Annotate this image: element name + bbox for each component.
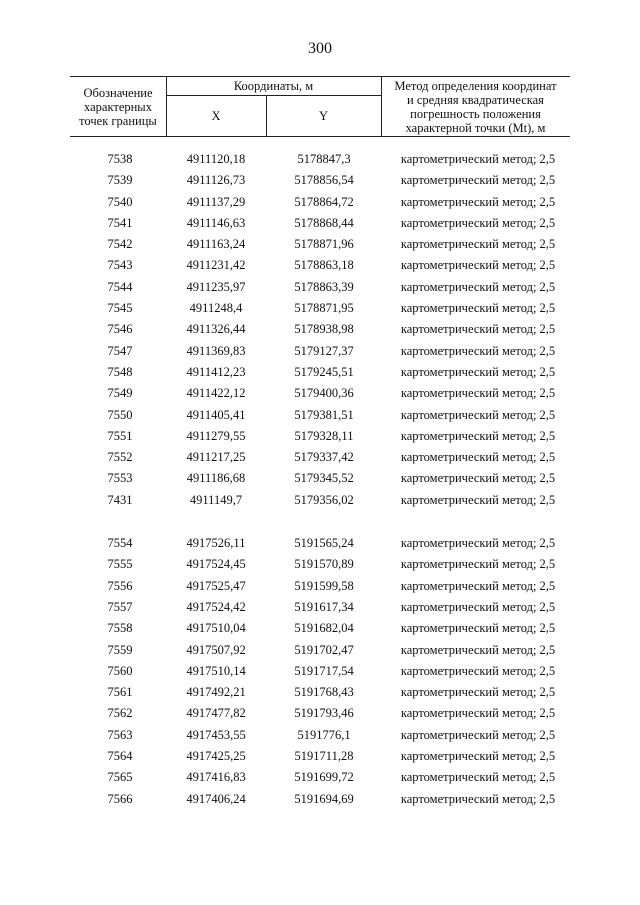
method-cell: картометрический метод; 2,5 bbox=[400, 428, 556, 443]
x-coordinate-cell: 4911231,42 bbox=[186, 258, 246, 273]
point-id-cell: 7431 bbox=[107, 492, 133, 507]
method-cell: картометрический метод; 2,5 bbox=[400, 685, 556, 700]
table-row bbox=[0, 640, 640, 661]
x-coordinate-cell: 4917477,82 bbox=[186, 706, 246, 721]
point-id-cell: 7560 bbox=[107, 663, 133, 678]
method-cell: картометрический метод; 2,5 bbox=[400, 215, 556, 230]
x-coordinate-cell: 4917416,83 bbox=[186, 770, 246, 785]
point-id-cell: 7556 bbox=[107, 578, 133, 593]
point-id-cell: 7543 bbox=[107, 258, 133, 273]
table-row bbox=[0, 277, 640, 298]
table-row bbox=[0, 255, 640, 276]
table-row bbox=[0, 149, 640, 170]
point-id-cell: 7538 bbox=[107, 152, 133, 166]
x-coordinate-cell: 4911412,23 bbox=[186, 364, 246, 379]
point-id-cell: 7557 bbox=[107, 599, 133, 614]
row-group bbox=[0, 149, 640, 511]
table-row bbox=[0, 234, 640, 255]
table-row bbox=[0, 767, 640, 788]
x-coordinate-cell: 4911186,68 bbox=[186, 471, 246, 486]
table-row bbox=[0, 682, 640, 703]
point-id-cell: 7545 bbox=[107, 301, 133, 316]
point-id-cell: 7552 bbox=[107, 450, 133, 465]
table-row bbox=[0, 341, 640, 362]
point-id-cell: 7565 bbox=[107, 770, 133, 785]
y-coordinate-cell: 5179356,02 bbox=[294, 492, 354, 507]
method-cell: картометрический метод; 2,5 bbox=[400, 173, 556, 188]
point-id-cell: 7561 bbox=[107, 685, 133, 700]
method-cell: картометрический метод; 2,5 bbox=[400, 237, 556, 252]
x-coordinate-cell: 4917492,21 bbox=[186, 685, 246, 700]
x-coordinate-cell: 4917524,42 bbox=[186, 599, 246, 614]
coords-sub-rule bbox=[166, 95, 381, 96]
x-coordinate-cell: 4917406,24 bbox=[186, 791, 246, 806]
point-id-cell: 7562 bbox=[107, 706, 133, 721]
x-coordinate-cell: 4911326,44 bbox=[186, 322, 246, 337]
y-coordinate-cell: 5191570,89 bbox=[294, 557, 354, 572]
x-coordinate-cell: 4917453,55 bbox=[186, 727, 246, 742]
y-coordinate-cell: 5179400,36 bbox=[294, 386, 354, 401]
y-coordinate-cell: 5178871,96 bbox=[294, 237, 354, 252]
y-coordinate-cell: 5191617,34 bbox=[294, 599, 354, 614]
method-cell: картометрический метод; 2,5 bbox=[400, 557, 556, 572]
y-coordinate-cell: 5191565,24 bbox=[294, 536, 354, 551]
y-coordinate-cell: 5179328,11 bbox=[294, 428, 354, 443]
x-coordinate-cell: 4917510,04 bbox=[186, 621, 246, 636]
method-cell: картометрический метод; 2,5 bbox=[400, 599, 556, 614]
point-id-cell: 7541 bbox=[107, 215, 133, 230]
method-cell: картометрический метод; 2,5 bbox=[400, 536, 556, 551]
x-coordinate-cell: 4911422,12 bbox=[186, 386, 246, 401]
y-coordinate-cell: 5179345,52 bbox=[294, 471, 354, 486]
method-cell: картометрический метод; 2,5 bbox=[400, 642, 556, 657]
point-id-cell: 7542 bbox=[107, 237, 133, 252]
y-coordinate-cell: 5178856,54 bbox=[294, 173, 354, 188]
point-id-cell: 7555 bbox=[107, 557, 133, 572]
y-coordinate-cell: 5179245,51 bbox=[294, 364, 354, 379]
x-coordinate-cell: 4917525,47 bbox=[186, 578, 246, 593]
table-row bbox=[0, 533, 640, 554]
table-row bbox=[0, 576, 640, 597]
method-cell: картометрический метод; 2,5 bbox=[400, 578, 556, 593]
group-gap bbox=[0, 511, 640, 533]
table-row bbox=[0, 661, 640, 682]
y-coordinate-cell: 5191682,04 bbox=[294, 621, 354, 636]
x-coordinate-cell: 4911248,4 bbox=[189, 301, 243, 316]
y-coordinate-cell: 5191711,28 bbox=[294, 749, 354, 764]
point-column-header: Обозначение характерных точек границы bbox=[79, 86, 157, 128]
x-coordinate-cell: 4911149,7 bbox=[189, 492, 243, 507]
y-coordinate-cell: 5191699,72 bbox=[294, 770, 354, 785]
table-row bbox=[0, 192, 640, 213]
method-cell: картометрический метод; 2,5 bbox=[400, 407, 556, 422]
y-coordinate-cell: 5191793,46 bbox=[294, 706, 354, 721]
x-coordinate-cell: 4917526,11 bbox=[186, 536, 246, 551]
table-row bbox=[0, 319, 640, 340]
method-cell: картометрический метод; 2,5 bbox=[400, 364, 556, 379]
header-top-rule bbox=[70, 76, 570, 77]
point-id-cell: 7566 bbox=[107, 791, 133, 806]
method-cell: картометрический метод; 2,5 bbox=[400, 258, 556, 273]
x-column-header: X bbox=[211, 109, 221, 123]
table-body bbox=[0, 149, 640, 810]
method-cell: картометрический метод; 2,5 bbox=[400, 471, 556, 486]
point-id-cell: 7546 bbox=[107, 322, 133, 337]
y-coordinate-cell: 5178938,98 bbox=[294, 322, 354, 337]
point-id-cell: 7550 bbox=[107, 407, 133, 422]
x-coordinate-cell: 4911146,63 bbox=[186, 215, 246, 230]
method-cell: картометрический метод; 2,5 bbox=[400, 706, 556, 721]
x-coordinate-cell: 4917507,92 bbox=[186, 642, 246, 657]
point-id-cell: 7547 bbox=[107, 343, 133, 358]
point-id-cell: 7558 bbox=[107, 621, 133, 636]
table-row bbox=[0, 362, 640, 383]
table-row bbox=[0, 298, 640, 319]
table-row bbox=[0, 426, 640, 447]
x-coordinate-cell: 4911120,18 bbox=[186, 152, 246, 166]
x-coordinate-cell: 4917425,25 bbox=[186, 749, 246, 764]
y-coordinate-cell: 5178871,95 bbox=[294, 301, 354, 316]
point-id-cell: 7553 bbox=[107, 471, 133, 486]
y-coordinate-cell: 5179337,42 bbox=[294, 450, 354, 465]
x-coordinate-cell: 4911217,25 bbox=[186, 450, 246, 465]
method-cell: картометрический метод; 2,5 bbox=[400, 749, 556, 764]
table-row bbox=[0, 725, 640, 746]
table-row bbox=[0, 618, 640, 639]
x-coordinate-cell: 4911126,73 bbox=[186, 173, 246, 188]
y-coordinate-cell: 5178847,3 bbox=[297, 152, 351, 166]
method-cell: картометрический метод; 2,5 bbox=[400, 194, 556, 209]
x-coordinate-cell: 4917524,45 bbox=[186, 557, 246, 572]
x-coordinate-cell: 4911405,41 bbox=[186, 407, 246, 422]
table-row bbox=[0, 468, 640, 489]
table-row bbox=[0, 703, 640, 724]
method-cell: картометрический метод; 2,5 bbox=[400, 279, 556, 294]
table-row bbox=[0, 746, 640, 767]
y-coordinate-cell: 5178863,39 bbox=[294, 279, 354, 294]
x-coordinate-cell: 4911163,24 bbox=[186, 237, 246, 252]
table-row bbox=[0, 383, 640, 404]
point-id-cell: 7548 bbox=[107, 364, 133, 379]
method-cell: картометрический метод; 2,5 bbox=[400, 770, 556, 785]
table-row bbox=[0, 405, 640, 426]
y-coordinate-cell: 5191776,1 bbox=[297, 727, 351, 742]
table-row bbox=[0, 789, 640, 810]
x-coordinate-cell: 4911279,55 bbox=[186, 428, 246, 443]
method-cell: картометрический метод; 2,5 bbox=[400, 322, 556, 337]
row-group bbox=[0, 533, 640, 810]
method-cell: картометрический метод; 2,5 bbox=[400, 727, 556, 742]
y-coordinate-cell: 5178864,72 bbox=[294, 194, 354, 209]
point-id-cell: 7544 bbox=[107, 279, 133, 294]
point-id-cell: 7540 bbox=[107, 194, 133, 209]
y-coordinate-cell: 5178863,18 bbox=[294, 258, 354, 273]
point-id-cell: 7564 bbox=[107, 749, 133, 764]
y-coordinate-cell: 5191694,69 bbox=[294, 791, 354, 806]
x-coordinate-cell: 4911235,97 bbox=[186, 279, 246, 294]
method-cell: картометрический метод; 2,5 bbox=[400, 621, 556, 636]
table-row bbox=[0, 170, 640, 191]
y-coordinate-cell: 5191717,54 bbox=[294, 663, 354, 678]
y-column-header: Y bbox=[318, 109, 329, 123]
method-cell: картометрический метод; 2,5 bbox=[400, 301, 556, 316]
table-row bbox=[0, 554, 640, 575]
point-id-cell: 7539 bbox=[107, 173, 133, 188]
table-row bbox=[0, 447, 640, 468]
method-cell: картометрический метод; 2,5 bbox=[400, 450, 556, 465]
method-column-header: Метод определения координат и средняя квадратическая погрешность положения характерной точки (Mt), м bbox=[394, 79, 557, 135]
y-coordinate-cell: 5179127,37 bbox=[294, 343, 354, 358]
x-coordinate-cell: 4911369,83 bbox=[186, 343, 246, 358]
method-cell: картометрический метод; 2,5 bbox=[400, 663, 556, 678]
point-id-cell: 7559 bbox=[107, 642, 133, 657]
x-coordinate-cell: 4911137,29 bbox=[186, 194, 246, 209]
table-row bbox=[0, 597, 640, 618]
x-coordinate-cell: 4917510,14 bbox=[186, 663, 246, 678]
method-cell: картометрический метод; 2,5 bbox=[400, 152, 556, 166]
header-bottom-rule bbox=[70, 136, 570, 137]
y-coordinate-cell: 5191702,47 bbox=[294, 642, 354, 657]
point-id-cell: 7563 bbox=[107, 727, 133, 742]
point-id-cell: 7554 bbox=[107, 536, 133, 551]
point-id-cell: 7549 bbox=[107, 386, 133, 401]
method-cell: картометрический метод; 2,5 bbox=[400, 791, 556, 806]
y-coordinate-cell: 5191599,58 bbox=[294, 578, 354, 593]
point-id-cell: 7551 bbox=[107, 428, 133, 443]
coords-column-header: Координаты, м bbox=[233, 79, 314, 93]
table-row bbox=[0, 490, 640, 511]
method-cell: картометрический метод; 2,5 bbox=[400, 386, 556, 401]
y-coordinate-cell: 5179381,51 bbox=[294, 407, 354, 422]
y-coordinate-cell: 5178868,44 bbox=[294, 215, 354, 230]
method-cell: картометрический метод; 2,5 bbox=[400, 492, 556, 507]
table-row bbox=[0, 213, 640, 234]
page-number: 300 bbox=[308, 40, 332, 57]
method-cell: картометрический метод; 2,5 bbox=[400, 343, 556, 358]
y-coordinate-cell: 5191768,43 bbox=[294, 685, 354, 700]
